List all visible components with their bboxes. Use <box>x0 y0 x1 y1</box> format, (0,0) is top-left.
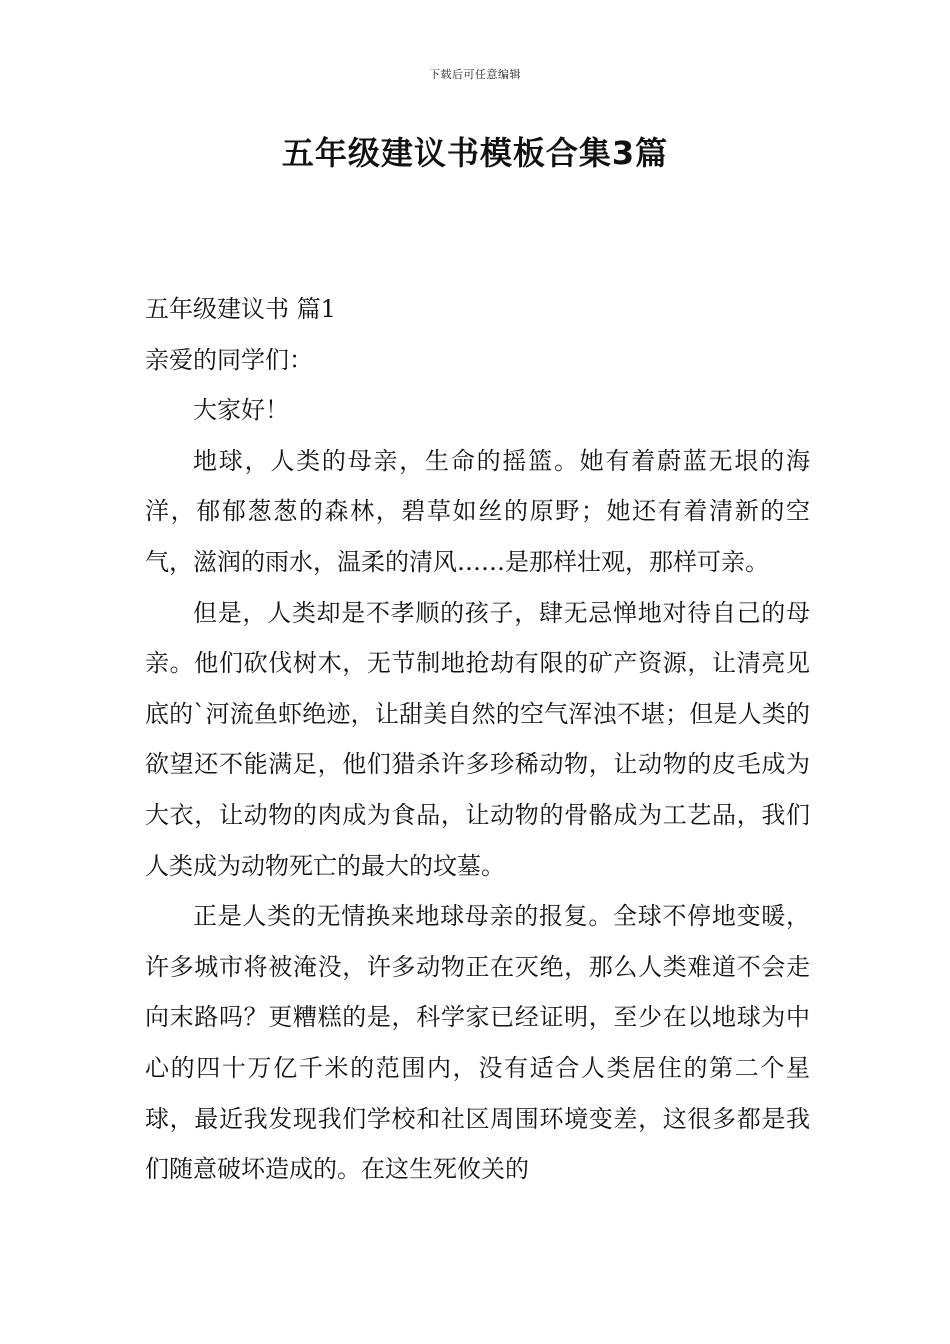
salutation: 亲爱的同学们： <box>145 345 313 374</box>
greeting: 大家好！ <box>193 396 289 425</box>
paragraph: 地球，人类的母亲，生命的摇篮。她有着蔚蓝无垠的海洋，郁郁葱葱的森林，碧草如丝的原野；她还有着清新的空气，滋润的雨水，温柔的清风……是那样壮观，那样可亲。 <box>145 446 810 576</box>
paragraph: 但是，人类却是不孝顺的孩子，肆无忌惮地对待自己的母亲。他们砍伐树木，无节制地抢劫有限的矿产资源，让清亮见底的`河流鱼虾绝迹，让甜美自然的空气浑浊不堪；但是人类的欲望还不能满足，他们猎杀许多珍稀动物，让动物的皮毛成为大衣，让动物的肉成为食品，让动物的骨骼成为工艺品，我们人类成为动物死亡的最大的坟墓。 <box>145 598 810 880</box>
header-note: 下载后可任意编辑 <box>429 68 521 81</box>
paragraph: 正是人类的无情换来地球母亲的报复。全球不停地变暖，许多城市将被淹没，许多动物正在灭绝，那么人类难道不会走向末路吗？更糟糕的是，科学家已经证明，至少在以地球为中心的四十万亿千米的范围内，没有适合人类居住的第二个星球，最近我发现我们学校和社区周围环境变差，这很多都是我们随意破坏造成的。在这生死攸关的 <box>145 902 810 1184</box>
document-body <box>145 284 810 1195</box>
document-title: 五年级建议书模板合集3篇 <box>281 134 669 172</box>
section-heading: 五年级建议书 篇1 <box>145 295 336 323</box>
